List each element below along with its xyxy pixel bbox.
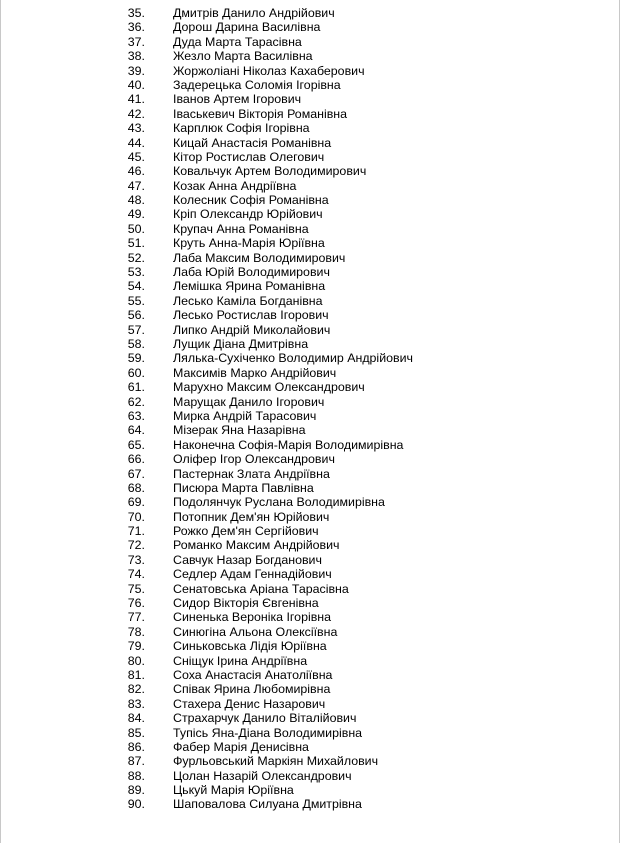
student-name: Кицай Анастасія Романівна <box>173 135 332 150</box>
item-number: 80. <box>127 653 145 668</box>
item-number: 74. <box>127 567 145 582</box>
item-number: 84. <box>127 711 145 726</box>
item-number: 49. <box>127 207 145 222</box>
student-name: Кітор Ростислав Олегович <box>173 149 325 164</box>
list-item <box>1 179 620 193</box>
item-number: 51. <box>127 236 145 251</box>
item-number: 57. <box>127 322 145 337</box>
list-item <box>1 625 620 639</box>
item-number: 58. <box>127 336 145 351</box>
list-item <box>1 64 620 78</box>
student-name: Лущик Діана Дмитрівна <box>173 336 309 351</box>
item-number: 59. <box>127 351 145 366</box>
list-item <box>1 654 620 668</box>
student-name: Оліфер Ігор Олександрович <box>173 452 335 467</box>
list-item <box>1 323 620 337</box>
student-name: Сенатовська Аріана Тарасівна <box>173 581 349 596</box>
list-item <box>1 409 620 423</box>
list-item <box>1 769 620 783</box>
student-name: Дуда Марта Тарасівна <box>173 34 302 49</box>
item-number: 35. <box>127 6 145 20</box>
item-number: 62. <box>127 394 145 409</box>
item-number: 87. <box>127 754 145 769</box>
item-number: 63. <box>127 408 145 423</box>
list-item <box>1 164 620 178</box>
student-name: Крупач Анна Романівна <box>173 221 309 236</box>
list-item <box>1 49 620 63</box>
item-number: 72. <box>127 538 145 553</box>
item-number: 55. <box>127 293 145 308</box>
student-name: Мирка Андрій Тарасович <box>173 408 317 423</box>
student-name: Романко Максим Андрійович <box>173 538 340 553</box>
student-name: Пастернак Злата Андріївна <box>173 466 330 481</box>
item-number: 83. <box>127 696 145 711</box>
student-name: Дмитрів Данило Андрійович <box>173 6 335 20</box>
student-name: Страхарчук Данило Віталійович <box>173 711 357 726</box>
item-number: 86. <box>127 739 145 754</box>
student-name: Круть Анна-Марія Юріївна <box>173 236 325 251</box>
list-item <box>1 236 620 250</box>
item-number: 68. <box>127 480 145 495</box>
item-number: 42. <box>127 106 145 121</box>
item-number: 79. <box>127 639 145 654</box>
list-item <box>1 467 620 481</box>
list-item <box>1 121 620 135</box>
student-name: Сніщук Ірина Андріївна <box>173 653 308 668</box>
student-name: Іваськевич Вікторія Романівна <box>173 106 348 121</box>
list-item <box>1 567 620 581</box>
list-item <box>1 596 620 610</box>
list-item <box>1 207 620 221</box>
student-name: Седлер Адам Геннадійович <box>173 567 332 582</box>
student-name: Наконечна Софія-Марія Володимирівна <box>173 437 404 452</box>
student-name: Іванов Артем Ігорович <box>173 92 302 107</box>
student-name: Синьковська Лідія Юріївна <box>173 639 327 654</box>
student-name: Подолянчук Руслана Володимирівна <box>173 495 385 510</box>
list-item <box>1 150 620 164</box>
list-item <box>1 726 620 740</box>
student-name: Ковальчук Артем Володимирович <box>173 164 367 179</box>
list-item <box>1 193 620 207</box>
student-name: Лялька-Сухіченко Володимир Андрійович <box>173 351 413 366</box>
student-name: Писюра Марта Павлівна <box>173 480 314 495</box>
list-item <box>1 366 620 380</box>
item-number: 71. <box>127 524 145 539</box>
item-number: 56. <box>127 308 145 323</box>
item-number: 66. <box>127 452 145 467</box>
student-name: Лемішка Ярина Романівна <box>173 279 326 294</box>
student-name: Колесник Софія Романівна <box>173 193 329 208</box>
item-number: 52. <box>127 250 145 265</box>
student-name: Соха Анастасія Анатоліївна <box>173 667 333 682</box>
student-name: Карплюк Софія Ігорівна <box>173 121 310 136</box>
student-name: Савчук Назар Богданович <box>173 552 322 567</box>
list-item <box>1 668 620 682</box>
list-item <box>1 337 620 351</box>
student-name: Кріп Олександр Юрійович <box>173 207 323 222</box>
student-name: Цькуй Марія Юріївна <box>173 783 294 798</box>
item-number: 37. <box>127 34 145 49</box>
list-item <box>1 92 620 106</box>
list-item <box>1 639 620 653</box>
student-name: Лесько Каміла Богданівна <box>173 293 323 308</box>
list-item <box>1 222 620 236</box>
list-item <box>1 610 620 624</box>
item-number: 69. <box>127 495 145 510</box>
item-number: 61. <box>127 380 145 395</box>
list-item <box>1 510 620 524</box>
item-number: 82. <box>127 682 145 697</box>
list-item <box>1 423 620 437</box>
item-number: 73. <box>127 552 145 567</box>
item-number: 36. <box>127 20 145 35</box>
student-name: Шаповалова Силуана Дмитрівна <box>173 797 362 812</box>
item-number: 53. <box>127 265 145 280</box>
item-number: 64. <box>127 423 145 438</box>
list-item <box>1 395 620 409</box>
list-item <box>1 538 620 552</box>
list-item <box>1 279 620 293</box>
student-name: Лесько Ростислав Ігорович <box>173 308 329 323</box>
item-number: 50. <box>127 221 145 236</box>
list-item <box>1 754 620 768</box>
item-number: 38. <box>127 49 145 64</box>
item-number: 85. <box>127 725 145 740</box>
item-number: 70. <box>127 509 145 524</box>
list-item <box>1 351 620 365</box>
list-item <box>1 265 620 279</box>
item-number: 41. <box>127 92 145 107</box>
student-name: Задерецька Соломія Ігорівна <box>173 77 341 92</box>
list-item <box>1 251 620 265</box>
student-name: Максимів Марко Андрійович <box>173 365 337 380</box>
student-name: Тупісь Яна-Діана Володимирівна <box>173 725 363 740</box>
list-item <box>1 35 620 49</box>
list-item <box>1 682 620 696</box>
student-name: Марущак Данило Ігорович <box>173 394 325 409</box>
student-name: Сидор Вікторія Євгенівна <box>173 596 319 611</box>
student-name: Лаба Юрій Володимирович <box>173 265 330 280</box>
item-number: 65. <box>127 437 145 452</box>
list-item <box>1 107 620 121</box>
item-number: 40. <box>127 77 145 92</box>
list-item <box>1 380 620 394</box>
item-number: 60. <box>127 365 145 380</box>
list-item <box>1 711 620 725</box>
list-item <box>1 294 620 308</box>
student-name: Липко Андрій Миколайович <box>173 322 331 337</box>
student-name: Фурльовський Маркіян Михайлович <box>173 754 379 769</box>
item-number: 39. <box>127 63 145 78</box>
item-number: 54. <box>127 279 145 294</box>
item-number: 48. <box>127 193 145 208</box>
list-item <box>1 797 620 811</box>
list-item <box>1 136 620 150</box>
student-name: Жезло Марта Василівна <box>173 49 313 64</box>
item-number: 43. <box>127 121 145 136</box>
list-item <box>1 6 620 20</box>
item-number: 78. <box>127 624 145 639</box>
student-name: Співак Ярина Любомирівна <box>173 682 331 697</box>
student-name: Синенька Вероніка Ігорівна <box>173 610 332 625</box>
item-number: 67. <box>127 466 145 481</box>
student-name: Дорош Дарина Василівна <box>173 20 321 35</box>
item-number: 44. <box>127 135 145 150</box>
list-item <box>1 553 620 567</box>
item-number: 45. <box>127 149 145 164</box>
student-name: Козак Анна Андріївна <box>173 178 297 193</box>
student-name: Марухно Максим Олександрович <box>173 380 365 395</box>
list-item <box>1 524 620 538</box>
item-number: 46. <box>127 164 145 179</box>
list-item <box>1 783 620 797</box>
list-item <box>1 308 620 322</box>
list-item <box>1 582 620 596</box>
student-name: Жоржоліані Ніколаз Кахаберович <box>173 63 365 78</box>
student-name: Цолан Назарій Олександрович <box>173 768 352 783</box>
student-name-list <box>1 6 620 812</box>
item-number: 81. <box>127 667 145 682</box>
student-name: Потопник Дем'ян Юрійович <box>173 509 330 524</box>
list-item <box>1 78 620 92</box>
item-number: 90. <box>127 797 145 812</box>
item-number: 89. <box>127 783 145 798</box>
list-item <box>1 452 620 466</box>
list-item <box>1 740 620 754</box>
item-number: 77. <box>127 610 145 625</box>
student-name: Синюгіна Альона Олексіївна <box>173 624 338 639</box>
list-item <box>1 697 620 711</box>
item-number: 47. <box>127 178 145 193</box>
list-item <box>1 438 620 452</box>
student-name: Стахера Денис Назарович <box>173 696 326 711</box>
item-number: 75. <box>127 581 145 596</box>
student-name: Фабер Марія Денисівна <box>173 739 309 754</box>
student-name: Рожко Дем'ян Сергійович <box>173 524 319 539</box>
list-item <box>1 20 620 34</box>
item-number: 76. <box>127 596 145 611</box>
student-name: Мізерак Яна Назарівна <box>173 423 306 438</box>
list-item <box>1 495 620 509</box>
student-name: Лаба Максим Володимирович <box>173 250 346 265</box>
list-item <box>1 481 620 495</box>
item-number: 88. <box>127 768 145 783</box>
